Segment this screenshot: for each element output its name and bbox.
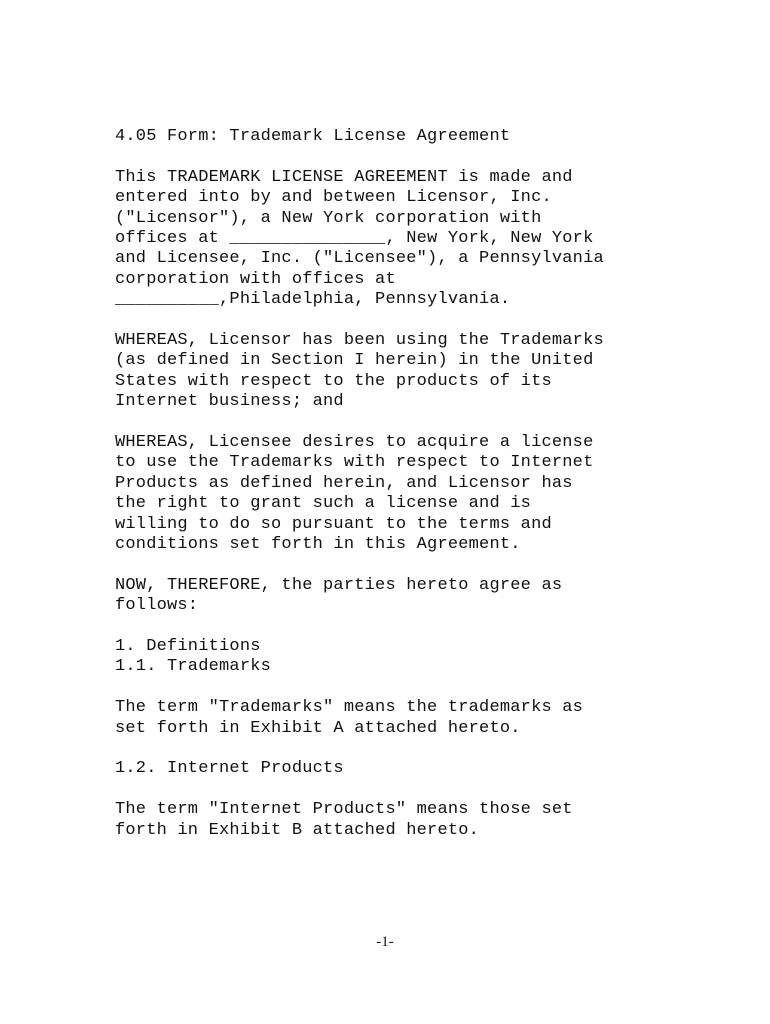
- paragraph-whereas-licensee: WHEREAS, Licensee desires to acquire a license to use the Trademarks with respect to Internet Products as defined herein, and Licensor has the right to grant such a license and is willing to do so pursuant to the terms and conditions set forth in this Agreement.: [115, 433, 594, 555]
- section-text-internet-products: The term "Internet Products" means those set forth in Exhibit B attached hereto.: [115, 800, 573, 840]
- section-heading-internet-products: 1.2. Internet Products: [115, 759, 344, 779]
- page-number: -1-: [376, 934, 394, 950]
- paragraph-now-therefore: NOW, THEREFORE, the parties hereto agree as follows:: [115, 575, 563, 616]
- paragraph-preamble: This TRADEMARK LICENSE AGREEMENT is made and entered into by and between Licensor, Inc. ("Licensor"), a New York corporation with offices at _______________, New York, New York and Licensee, Inc. ("Licensee"), a Pennsylvania corporation with offices at __________,Philadelphia, Pennsylvania.: [115, 167, 604, 310]
- paragraph-whereas-licensor: WHEREAS, Licensor has been using the Trademarks (as defined in Section I herein) in the United States with respect to the products of its Internet business; and: [115, 331, 604, 412]
- document-body: [115, 127, 715, 861]
- section-heading-definitions: 1. Definitions: [115, 637, 261, 657]
- document-title: 4.05 Form: Trademark License Agreement: [115, 127, 511, 146]
- section-text-trademarks: The term "Trademarks" means the trademarks as set forth in Exhibit A attached hereto.: [115, 698, 584, 738]
- section-heading-trademarks: 1.1. Trademarks: [115, 657, 272, 677]
